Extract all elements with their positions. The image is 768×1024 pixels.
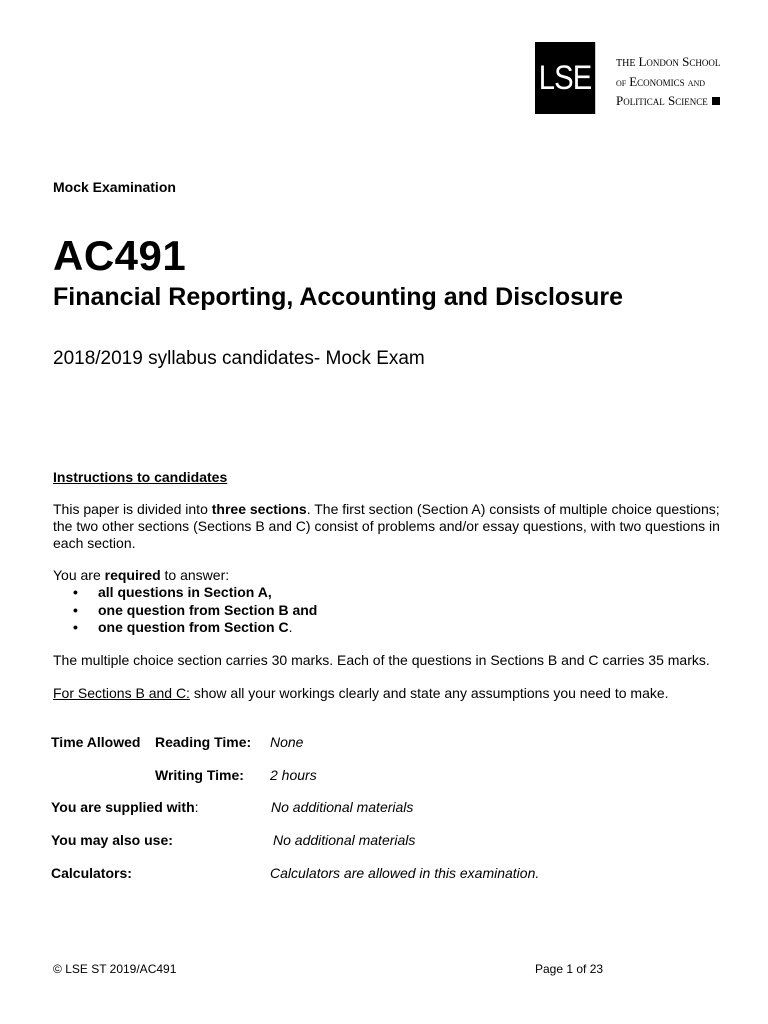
lse-logo-wordmark — [616, 53, 720, 111]
writing-time-label: Writing Time: — [155, 767, 244, 783]
supplied-with-value: No additional materials — [271, 799, 414, 815]
reading-time-value: None — [270, 734, 304, 750]
logo-line-1: THE London School — [616, 54, 721, 69]
instructions-paragraph-required: You are required to answer: — [53, 567, 230, 583]
writing-time-value: 2 hours — [270, 767, 317, 783]
bullet-icon: • — [73, 619, 78, 635]
list-item: • all questions in Section A, — [73, 584, 272, 600]
exam-type-label: Mock Examination — [53, 179, 176, 195]
instructions-paragraph-sections: This paper is divided into three sections. The first section (Section A) consists of multiple choice questions; the two other sections (Sections B and C) consist of problems and/or essay questions, with two questions in each section. — [53, 501, 720, 551]
syllabus-line: 2018/2019 syllabus candidates- Mock Exam — [53, 348, 425, 369]
page-number: Page 1 of 23 — [535, 962, 604, 976]
list-item: • one question from Section C. — [73, 619, 293, 635]
reading-time-label: Reading Time: — [155, 734, 252, 750]
logo-line-2: of Economics and — [616, 73, 706, 89]
calculators-label: Calculators: — [51, 865, 132, 881]
list-item: • one question from Section B and — [73, 601, 318, 618]
logo-line-3: Political Science — [616, 92, 720, 111]
required-questions-list — [73, 584, 317, 637]
course-code: AC491 — [53, 232, 187, 279]
also-use-label: You may also use: — [51, 832, 173, 848]
logo-square-icon — [712, 97, 720, 105]
supplied-with-label: You are supplied with: — [51, 799, 199, 815]
instructions-paragraph-marks: The multiple choice section carries 30 marks. Each of the questions in Sections B and C carries 35 marks. — [53, 652, 710, 668]
instructions-heading: Instructions to candidates — [53, 469, 228, 485]
course-title: Financial Reporting, Accounting and Disclosure — [53, 283, 623, 311]
lse-logo-mark: LSE — [535, 42, 595, 114]
bullet-icon: • — [73, 601, 78, 618]
footer-copyright: © LSE ST 2019/AC491 — [53, 962, 177, 976]
also-use-value: No additional materials — [273, 832, 416, 848]
copyright-icon: © — [53, 962, 62, 976]
instructions-paragraph-workings: For Sections B and C: show all your workings clearly and state any assumptions you need to make. — [53, 685, 669, 701]
time-allowed-label: Time Allowed — [51, 734, 141, 750]
bullet-icon: • — [73, 584, 78, 600]
calculators-value: Calculators are allowed in this examination. — [270, 865, 540, 881]
